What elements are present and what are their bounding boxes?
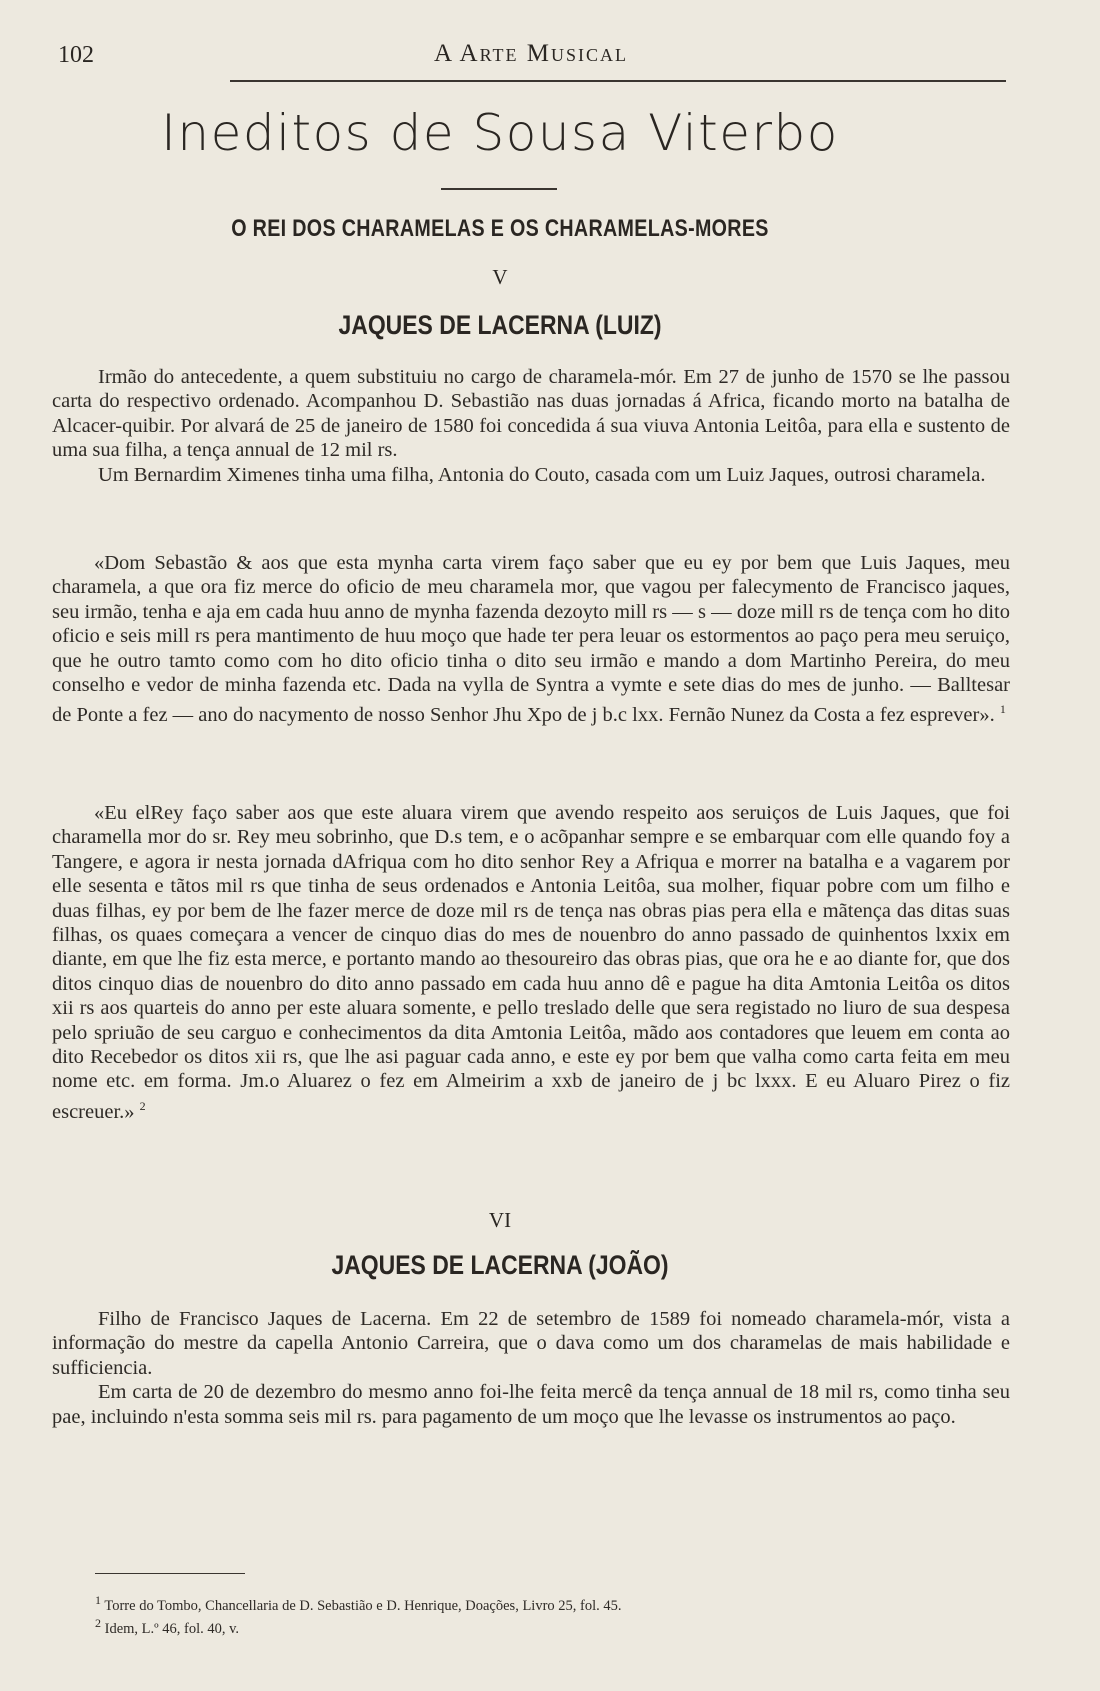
footnote-text: Idem, L.º 46, fol. 40, v. <box>104 1620 240 1637</box>
footnote-mark: 2 <box>95 1615 101 1630</box>
quote-block <box>52 801 1010 1124</box>
paragraph: Um Bernardim Ximenes tinha uma filha, Antonia do Couto, casada com um Luiz Jaques, outrosi charamela. <box>98 463 986 486</box>
section-vi-text <box>52 1307 1010 1429</box>
quote-text: «Eu elRey faço saber aos que este aluara virem que avendo respeito aos seruiços de Luis Jaques, que foi charamella mor do sr. Rey meu sobrinho, que D.s tem, e o acõpanhar sempre e se embarquar com elle quando foy a Tangere, e agora ir nesta jornada dAfriqua com ho dito senhor Rey a Afriqua e morrer na batalha e a vagarem por elle sesenta e tãtos mil rs que tinha de seus ordenados e Antonia Leitôa, sua molher, fiquar pobre com um filho e duas filhas, ey por bem de lhe fazer merce de doze mil rs de tença nas obras pias pera ella e mãtença das ditas suas filhas, os quaes começara a vencer de cinquo dias do mes de nouenbro do anno passado de quinhentos lxxix em diante, em que lhe fiz esta merce, e portanto mando ao thesoureiro das obras pias, que ora he e ao diante for, que dos ditos cinquo dias de nouenbro do dito anno passado em cada huu anno dê e pague ha dita Amtonia Leitôa os ditos xii rs aos quarteis do anno per este aluara somente, e pello treslado delle que sera registado no liuro de sua despesa pelo spriuão de seu carguo e conhecimentos da dita Amtonia Leitôa, mãdo aos contadores que leuem em conta ao dito Recebedor os ditos xii rs, que lhe asi paguar cada anno, e este ey por bem que valha como carta feita em meu nome etc. em forma. Jm.o Aluarez o fez em Almeirim a xxb de janeiro de j bc lxxx. E eu Aluaro Pirez o fiz escreuer.» <box>52 802 1010 1123</box>
article-subtitle: O REI DOS CHARAMELAS E OS CHARAMELAS-MORES <box>231 215 769 242</box>
title-divider <box>441 188 557 190</box>
quote-block <box>52 551 1010 728</box>
section-number-v: V <box>492 265 508 289</box>
paragraph: Irmão do antecedente, a quem substituiu no cargo de charamela-mór. Em 27 de junho de 1570 se lhe passou carta do respectivo ordenado. Acompanhou D. Sebastião nas duas jornadas á Africa, ficando morto na batalha de Alcacer-quibir. Por alvará de 25 de janeiro de 1580 foi concedida á sua viuva Antonia Leitôa, para ella e sustento de uma sua filha, a tença annual de 12 mil rs. <box>52 366 1010 462</box>
quote-text: «Dom Sebastão & aos que esta mynha carta virem faço saber que eu ey por bem que Luis Jaques, meu charamela, a que ora fiz merce do oficio de meu charamela mor, que vagou per falecymento de Francisco jaques, seu irmão, tenha e aja em cada huu anno de mynha fazenda dezoyto mill rs — s — doze mill rs de tença com ho dito oficio e seis mill rs pera mantimento de huu moço que hade ter pera leuar os estormentos ao paço pera meu seruiço, que he outro tamto como com ho dito oficio tinha o dito seu irmão e mando a dom Martinho Pereira, do meu conselho e vedor de minha fazenda etc. Dada na vylla de Syntra a vymte e sete dias do mes de junho. — Balltesar de Ponte a fez — ano do nacymento de nosso Senhor Jhu Xpo de j b.c lxx. Fernão Nunez da Costa a fez esprever». <box>52 552 1010 727</box>
running-head <box>52 36 1010 76</box>
page-number: 102 <box>58 42 94 68</box>
section-heading-vi: JAQUES DE LACERNA (JOÃO) <box>331 1250 669 1280</box>
quote-paragraph <box>52 801 1010 1124</box>
footnote-text: Torre do Tombo, Chancellaria de D. Sebastião e D. Henrique, Doações, Livro 25, fol. 45. <box>104 1597 622 1614</box>
footnote-ref: 2 <box>139 1098 146 1113</box>
paragraph: Em carta de 20 de dezembro do mesmo anno foi-lhe feita mercê da tença annual de 18 mil rs, como tinha seu pae, incluindo n'esta somma seis mil rs. para pagamento de um moço que lhe levasse os instrumentos ao paço. <box>52 1381 1010 1428</box>
quote-paragraph <box>52 551 1010 728</box>
article-title: Ineditos de Sousa Viterbo <box>161 104 839 162</box>
section-number-vi: VI <box>488 1208 512 1232</box>
header-rule <box>230 80 1006 82</box>
footnote-mark: 1 <box>95 1593 101 1607</box>
footnote-rule <box>95 1573 245 1574</box>
section-heading-v: JAQUES DE LACERNA (LUIZ) <box>338 310 662 340</box>
footnote <box>95 1592 915 1615</box>
paragraph: Filho de Francisco Jaques de Lacerna. Em 22 de setembro de 1589 foi nomeado charamela-mór, vista a informação do mestre da capella Antonio Carreira, que o dava como um dos charamelas de mais habilidade e sufficiencia. <box>52 1308 1010 1379</box>
journal-title: A Arte Musical <box>434 40 628 67</box>
footnotes <box>95 1592 915 1638</box>
footnote <box>95 1615 915 1638</box>
section-v-text <box>52 365 1010 487</box>
footnote-ref: 1 <box>999 702 1006 717</box>
